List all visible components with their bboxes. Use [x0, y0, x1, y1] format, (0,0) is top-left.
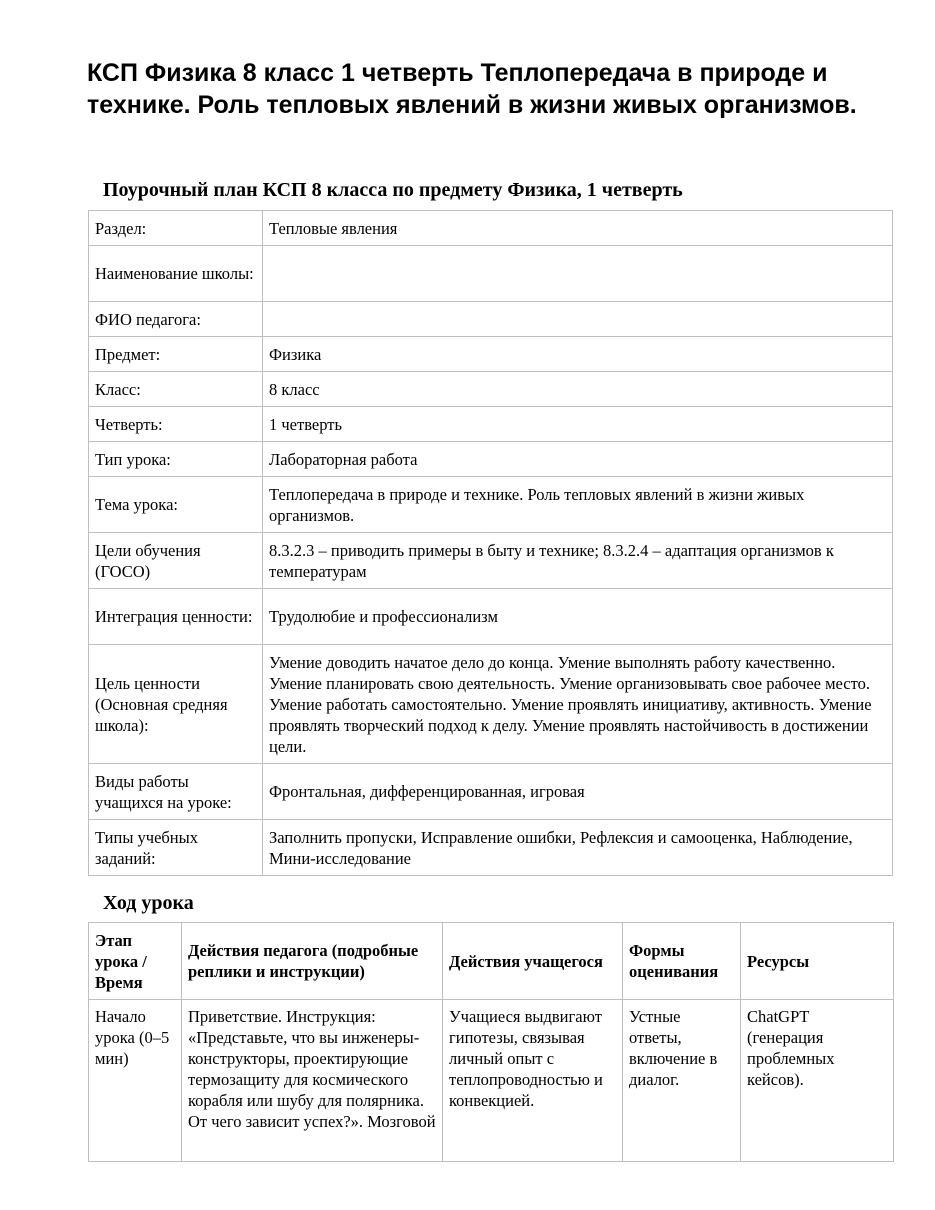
row-value: Трудолюбие и профессионализм	[263, 589, 893, 645]
table-row	[89, 211, 893, 246]
row-label: ФИО педагога:	[89, 302, 263, 337]
table-row	[89, 645, 893, 764]
row-value	[263, 302, 893, 337]
stage-cell	[89, 1000, 182, 1162]
document-title: КСП Физика 8 класс 1 четверть Теплопередача в природе и технике. Роль тепловых явлений в жизни живых организмов.	[87, 59, 857, 119]
student-actions-cell	[443, 1000, 623, 1162]
row-value: 1 четверть	[263, 407, 893, 442]
row-label: Наименование школы:	[89, 246, 263, 302]
row-value: Фронтальная, дифференцированная, игровая	[263, 764, 893, 820]
resources-cell	[741, 1000, 894, 1162]
row-label: Типы учебных заданий:	[89, 820, 263, 876]
table-row	[89, 533, 893, 589]
table-header-row	[89, 923, 894, 1000]
row-value: Умение доводить начатое дело до конца. Умение выполнять работу качественно. Умение планировать свою деятельность. Умение организовывать свое рабочее место. Умение работать самостоятельно. Умение проявлять инициативу, активность. Умение проявлять творческий подход к делу. Умение проявлять настойчивость в достижении цели.	[263, 645, 893, 764]
table-row	[89, 589, 893, 645]
column-header-resources: Ресурсы	[741, 923, 894, 1000]
resources-text: ChatGPT (генерация проблемных кейсов).	[747, 1007, 835, 1089]
plan-heading: Поурочный план КСП 8 класса по предмету Физика, 1 четверть	[103, 179, 683, 201]
lesson-flow-heading: Ход урока	[103, 892, 194, 914]
row-label: Цель ценности (Основная средняя школа):	[89, 645, 263, 764]
table-row	[89, 477, 893, 533]
row-value: Тепловые явления	[263, 211, 893, 246]
table-row	[89, 372, 893, 407]
table-row	[89, 764, 893, 820]
teacher-actions-cell	[182, 1000, 443, 1162]
row-value: Лабораторная работа	[263, 442, 893, 477]
row-label: Виды работы учащихся на уроке:	[89, 764, 263, 820]
row-label: Класс:	[89, 372, 263, 407]
row-label: Интеграция ценности:	[89, 589, 263, 645]
column-header-student-actions: Действия учащегося	[443, 923, 623, 1000]
teacher-actions-text: Приветствие. Инструкция: «Представьте, что вы инженеры-конструкторы, проектирующие термозащиту для космического корабля или шубу для полярника. От чего зависит успех?». Мозговой	[188, 1007, 436, 1131]
column-header-teacher-actions: Действия педагога (подробные реплики и инструкции)	[182, 923, 443, 1000]
table-row	[89, 302, 893, 337]
row-label: Цели обучения (ГОСО)	[89, 533, 263, 589]
table-row	[89, 407, 893, 442]
lesson-flow-table	[88, 922, 894, 1162]
row-value: Заполнить пропуски, Исправление ошибки, Рефлексия и самооценка, Наблюдение, Мини-исследование	[263, 820, 893, 876]
table-row	[89, 820, 893, 876]
row-label: Раздел:	[89, 211, 263, 246]
row-label: Предмет:	[89, 337, 263, 372]
stage-text: Начало урока (0–5 мин)	[95, 1007, 170, 1068]
row-value: Физика	[263, 337, 893, 372]
table-row	[89, 246, 893, 302]
lesson-info-table	[88, 210, 893, 876]
student-actions-text: Учащиеся выдвигают гипотезы, связывая личный опыт с теплопроводностью и конвекцией.	[449, 1007, 603, 1110]
row-value: 8.3.2.3 – приводить примеры в быту и технике; 8.3.2.4 – адаптация организмов к температурам	[263, 533, 893, 589]
row-value: 8 класс	[263, 372, 893, 407]
row-label: Тема урока:	[89, 477, 263, 533]
row-label: Четверть:	[89, 407, 263, 442]
column-header-assessment: Формы оценивания	[623, 923, 741, 1000]
table-row	[89, 337, 893, 372]
row-label: Тип урока:	[89, 442, 263, 477]
table-row	[89, 442, 893, 477]
assessment-text: Устные ответы, включение в диалог.	[629, 1007, 718, 1089]
row-value: Теплопередача в природе и технике. Роль тепловых явлений в жизни живых организмов.	[263, 477, 893, 533]
column-header-stage: Этап урока / Время	[89, 923, 182, 1000]
assessment-cell	[623, 1000, 741, 1162]
row-value	[263, 246, 893, 302]
table-row	[89, 1000, 894, 1162]
